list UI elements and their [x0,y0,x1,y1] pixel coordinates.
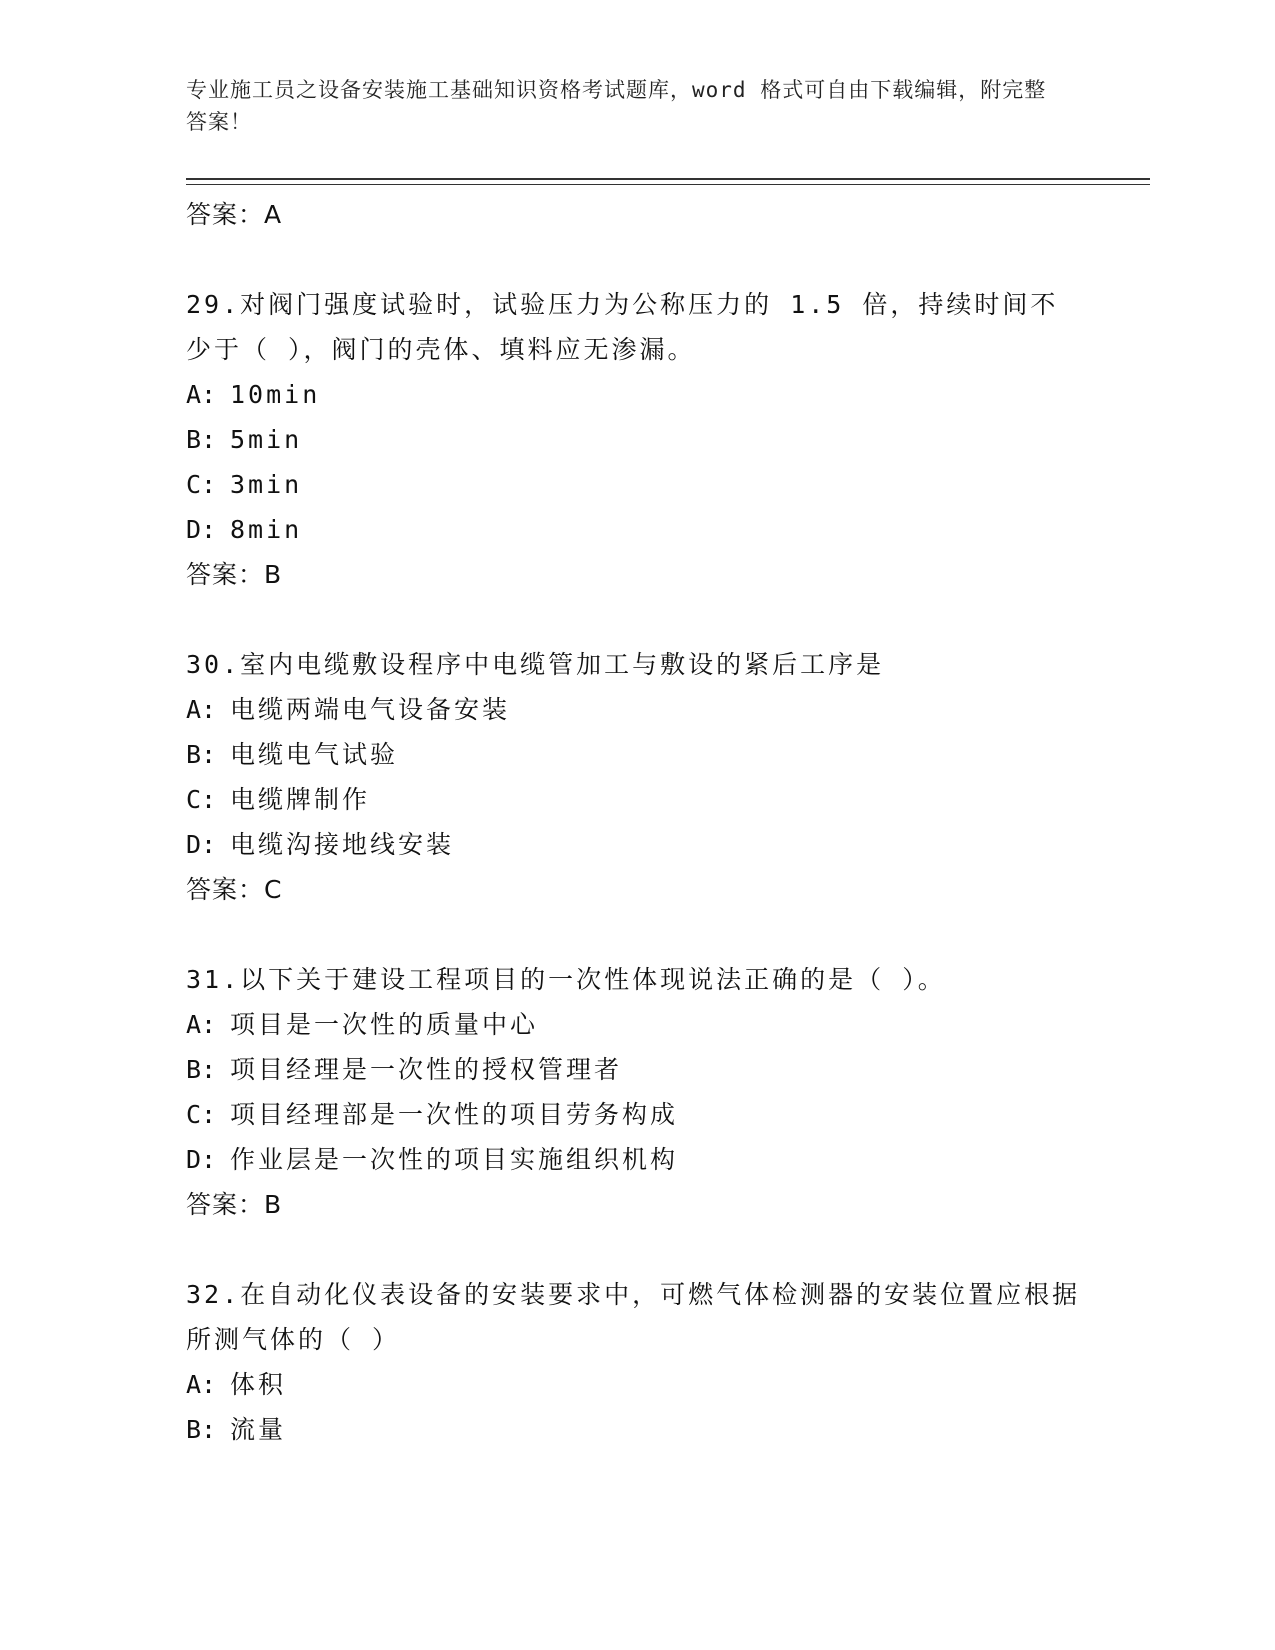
option-text: 项目经理部是一次性的项目劳务构成 [230,1100,679,1129]
document-header: 专业施工员之设备安装施工基础知识资格考试题库，word 格式可自由下载编辑，附完整答案！ [186,78,1047,134]
option-text: 流量 [230,1415,287,1444]
question-block [186,642,1086,912]
option-label: B: [186,1415,217,1444]
option-a [186,372,1086,417]
option-label: A: [186,1370,217,1399]
option-b [186,417,1086,462]
answer-line: 答案：B [186,1190,283,1219]
option-label: C: [186,785,217,814]
option-text: 体积 [230,1370,287,1399]
option-text: 8min [230,515,303,544]
option-d [186,507,1086,552]
option-text: 10min [230,380,321,409]
option-d [186,822,1086,867]
option-label: C: [186,470,217,499]
option-label: A: [186,380,217,409]
option-text: 项目经理是一次性的授权管理者 [230,1055,623,1084]
answer-line: 答案：A [186,200,283,229]
option-a [186,1002,1086,1047]
option-c [186,777,1086,822]
question-block [186,282,1086,597]
header-divider [186,178,1150,180]
header-divider-thin [186,184,1150,185]
question-block [186,1272,1086,1452]
option-label: B: [186,1055,217,1084]
option-text: 电缆电气试验 [230,740,399,769]
option-text: 5min [230,425,303,454]
option-d [186,1137,1086,1182]
option-label: C: [186,1100,217,1129]
option-text: 作业层是一次性的项目实施组织机构 [230,1145,679,1174]
question-stem: 31.以下关于建设工程项目的一次性体现说法正确的是（ ）。 [186,965,946,994]
option-b [186,1047,1086,1092]
option-label: A: [186,695,217,724]
option-a [186,1362,1086,1407]
option-label: D: [186,1145,217,1174]
answer-line: 答案：B [186,560,283,589]
option-text: 3min [230,470,303,499]
option-text: 电缆沟接地线安装 [230,830,455,859]
option-text: 项目是一次性的质量中心 [230,1010,539,1039]
option-c [186,1092,1086,1137]
question-list [186,192,1086,1452]
question-stem: 29.对阀门强度试验时，试验压力为公称压力的 1.5 倍，持续时间不少于（ ），阀门的壳体、填料应无渗漏。 [186,290,1059,364]
option-label: D: [186,515,217,544]
option-b [186,732,1086,777]
question-stem: 30.室内电缆敷设程序中电缆管加工与敷设的紧后工序是 [186,650,885,679]
option-label: B: [186,740,217,769]
question-stem: 32.在自动化仪表设备的安装要求中，可燃气体检测器的安装位置应根据所测气体的（ ） [186,1280,1081,1354]
option-text: 电缆牌制作 [230,785,371,814]
option-label: D: [186,830,217,859]
option-label: B: [186,425,217,454]
option-b [186,1407,1086,1452]
option-label: A: [186,1010,217,1039]
option-c [186,462,1086,507]
question-block [186,957,1086,1227]
answer-line: 答案：C [186,875,283,904]
option-text: 电缆两端电气设备安装 [230,695,511,724]
option-a [186,687,1086,732]
